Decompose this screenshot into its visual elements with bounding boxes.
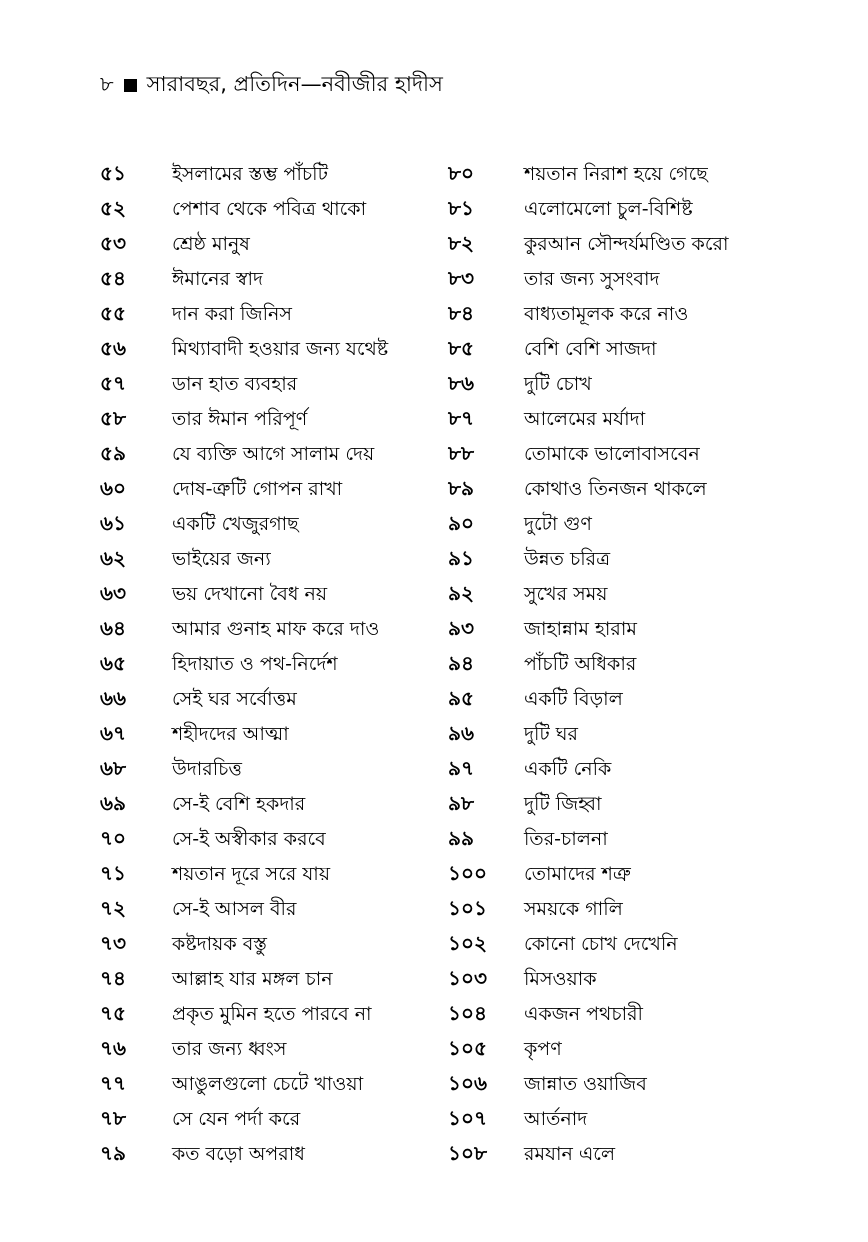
- entry-number: ১০৪: [448, 1001, 487, 1025]
- entry-number: ৯৭: [448, 756, 474, 780]
- entry-title: দোষ-ত্রুটি গোপন রাখা: [172, 477, 343, 500]
- entry-title: সে-ই বেশি হকদার: [172, 792, 306, 815]
- toc-entry: [448, 893, 728, 928]
- toc-entry: [100, 613, 388, 648]
- entry-number: ৫৭: [100, 371, 126, 395]
- entry-number: ৮৯: [448, 476, 474, 500]
- toc-entry: [100, 543, 388, 578]
- entry-number: ৮৪: [448, 301, 474, 325]
- entry-number: ৯৮: [448, 791, 474, 815]
- entry-number: ৯১: [448, 546, 474, 570]
- entry-number: ৫৮: [100, 406, 126, 430]
- toc-entry: [448, 578, 728, 613]
- entry-number: ৯৬: [448, 721, 474, 745]
- entry-number: ৭৪: [100, 966, 126, 990]
- entry-number: ১০৫: [448, 1036, 487, 1060]
- entry-title: আর্তনাদ: [524, 1107, 588, 1130]
- entry-title: জান্নাত ওয়াজিব: [524, 1072, 647, 1095]
- toc-entry: [100, 928, 388, 963]
- toc-entry: [100, 998, 388, 1033]
- entry-number: ৬০: [100, 476, 127, 500]
- toc-left-column: [100, 158, 388, 1173]
- entry-number: ৫৬: [100, 336, 126, 360]
- entry-title: শহীদদের আত্মা: [172, 722, 289, 745]
- toc-entry: [448, 438, 728, 473]
- entry-title: পেশাব থেকে পবিত্র থাকো: [172, 197, 367, 220]
- entry-number: ৯২: [448, 581, 474, 605]
- entry-number: ৭৮: [100, 1106, 126, 1130]
- toc-entry: [100, 368, 388, 403]
- entry-title: বেশি বেশি সাজদা: [524, 337, 657, 360]
- entry-number: ৭১: [100, 861, 126, 885]
- toc-entry: [448, 368, 728, 403]
- entry-number: ৮৫: [448, 336, 474, 360]
- entry-title: সময়কে গালি: [524, 897, 623, 920]
- entry-title: তির-চালনা: [524, 827, 608, 850]
- entry-number: ১০১: [448, 896, 487, 920]
- entry-title: একজন পথচারী: [524, 1002, 643, 1025]
- entry-number: ৬৮: [100, 756, 126, 780]
- entry-number: ৬৩: [100, 581, 127, 605]
- toc-entry: [100, 333, 388, 368]
- entry-number: ৬৫: [100, 651, 126, 675]
- toc-entry: [100, 403, 388, 438]
- entry-title: তার জন্য ধ্বংস: [172, 1037, 287, 1060]
- entry-number: ৮২: [448, 231, 474, 255]
- toc-entry: [448, 718, 728, 753]
- entry-title: দান করা জিনিস: [172, 302, 292, 325]
- toc-entry: [100, 858, 388, 893]
- toc-entry: [448, 263, 728, 298]
- toc-entry: [100, 473, 388, 508]
- toc-entry: [448, 508, 728, 543]
- entry-title: আঙুলগুলো চেটে খাওয়া: [172, 1072, 364, 1095]
- toc-entry: [448, 753, 728, 788]
- entry-title: উন্নত চরিত্র: [524, 547, 611, 570]
- entry-number: ৫৫: [100, 301, 126, 325]
- entry-number: ৮০: [448, 161, 474, 185]
- entry-number: ৭২: [100, 896, 127, 920]
- entry-title: কষ্টদায়ক বস্তু: [172, 932, 267, 955]
- entry-number: ১০৮: [448, 1141, 487, 1165]
- toc-entry: [448, 158, 728, 193]
- toc-entry: [448, 403, 728, 438]
- toc-entry: [448, 298, 728, 333]
- entry-title: তোমাদের শত্রু: [524, 862, 631, 885]
- entry-number: ১০০: [448, 861, 487, 885]
- toc-entry: [448, 998, 728, 1033]
- entry-number: ৯০: [448, 511, 474, 535]
- entry-number: ১০৬: [448, 1071, 487, 1095]
- toc-entry: [100, 298, 388, 333]
- entry-title: কত বড়ো অপরাধ: [172, 1142, 305, 1165]
- entry-title: ঈমানের স্বাদ: [172, 267, 263, 290]
- entry-title: সেই ঘর সর্বোত্তম: [172, 687, 297, 710]
- entry-title: পাঁচটি অধিকার: [524, 652, 637, 675]
- toc-entry: [448, 823, 728, 858]
- entry-number: ৯৯: [448, 826, 474, 850]
- toc-entry: [448, 683, 728, 718]
- entry-title: জাহান্নাম হারাম: [524, 617, 637, 640]
- toc-entry: [100, 438, 388, 473]
- entry-number: ৬৭: [100, 721, 127, 745]
- toc-entry: [448, 1138, 728, 1173]
- entry-number: ৬৬: [100, 686, 127, 710]
- entry-title: একটি বিড়াল: [524, 687, 623, 710]
- entry-number: ৮৭: [448, 406, 474, 430]
- entry-title: যে ব্যক্তি আগে সালাম দেয়: [172, 442, 375, 465]
- entry-title: মিসওয়াক: [524, 967, 597, 990]
- toc-entry: [448, 228, 728, 263]
- entry-title: ইসলামের স্তম্ভ পাঁচটি: [172, 162, 328, 185]
- entry-title: কোথাও তিনজন থাকলে: [524, 477, 707, 500]
- entry-title: শয়তান দূরে সরে যায়: [172, 862, 331, 885]
- toc-entry: [100, 788, 388, 823]
- running-title: সারাবছর, প্রতিদিন—নবীজীর হাদীস: [146, 72, 443, 96]
- entry-number: ১০২: [448, 931, 487, 955]
- toc-entry: [100, 683, 388, 718]
- entry-title: প্রকৃত মুমিন হতে পারবে না: [172, 1002, 372, 1025]
- entry-title: দুটো গুণ: [524, 512, 592, 535]
- entry-title: ভাইয়ের জন্য: [172, 547, 271, 570]
- toc-entry: [448, 333, 728, 368]
- entry-number: ৭৬: [100, 1036, 127, 1060]
- entry-title: তোমাকে ভালোবাসবেন: [524, 442, 700, 465]
- entry-title: সুখের সময়: [524, 582, 608, 605]
- toc-entry: [100, 228, 388, 263]
- entry-title: দুটি চোখ: [524, 372, 592, 395]
- toc-entry: [100, 1103, 388, 1138]
- entry-title: হিদায়াত ও পথ-নির্দেশ: [172, 652, 338, 675]
- toc-entry: [448, 788, 728, 823]
- entry-title: সে-ই আসল বীর: [172, 897, 297, 920]
- toc-entry: [100, 648, 388, 683]
- page-number: ৮: [100, 72, 114, 96]
- toc-entry: [100, 718, 388, 753]
- entry-number: ৮৬: [448, 371, 474, 395]
- toc-entry: [448, 963, 728, 998]
- toc-entry: [448, 1033, 728, 1068]
- toc-entry: [448, 928, 728, 963]
- toc-entry: [100, 823, 388, 858]
- toc-entry: [100, 508, 388, 543]
- toc-entry: [100, 263, 388, 298]
- entry-number: ৯৫: [448, 686, 474, 710]
- toc-entry: [100, 753, 388, 788]
- entry-number: ৭০: [100, 826, 127, 850]
- entry-number: ৫২: [100, 196, 126, 220]
- toc-entry: [448, 1103, 728, 1138]
- entry-number: ৯৪: [448, 651, 474, 675]
- entry-title: কোনো চোখ দেখেনি: [524, 932, 678, 955]
- entry-title: আমার গুনাহ মাফ করে দাও: [172, 617, 380, 640]
- entry-number: ৯৩: [448, 616, 474, 640]
- entry-title: দুটি ঘর: [524, 722, 578, 745]
- entry-number: ৭৯: [100, 1141, 126, 1165]
- toc-entry: [448, 1068, 728, 1103]
- entry-number: ৭৩: [100, 931, 127, 955]
- toc-entry: [448, 543, 728, 578]
- toc-entry: [448, 648, 728, 683]
- entry-number: ৬৯: [100, 791, 126, 815]
- running-header: [100, 68, 443, 103]
- entry-title: মিথ্যাবাদী হওয়ার জন্য যথেষ্ট: [172, 337, 389, 360]
- entry-number: ৬১: [100, 511, 126, 535]
- entry-title: আলেমের মর্যাদা: [524, 407, 646, 430]
- entry-number: ৫৯: [100, 441, 126, 465]
- entry-title: রমযান এলে: [524, 1142, 616, 1165]
- entry-number: ৬২: [100, 546, 127, 570]
- entry-title: উদারচিত্ত: [172, 757, 243, 780]
- entry-number: ৮৮: [448, 441, 474, 465]
- toc-right-column: [448, 158, 728, 1173]
- entry-title: দুটি জিহ্বা: [524, 792, 602, 815]
- entry-title: এলোমেলো চুল-বিশিষ্ট: [524, 197, 693, 220]
- toc-entry: [448, 193, 728, 228]
- entry-title: শয়তান নিরাশ হয়ে গেছে: [524, 162, 708, 185]
- entry-title: কুরআন সৌন্দর্যমণ্ডিত করো: [524, 232, 729, 255]
- entry-title: ভয় দেখানো বৈধ নয়: [172, 582, 328, 605]
- entry-number: ৭৫: [100, 1001, 126, 1025]
- entry-title: কৃপণ: [524, 1037, 562, 1060]
- entry-title: আল্লাহ যার মঙ্গল চান: [172, 967, 333, 990]
- entry-number: ৭৭: [100, 1071, 127, 1095]
- entry-number: ১০৭: [448, 1106, 487, 1130]
- entry-number: ৫৩: [100, 231, 126, 255]
- toc-entry: [448, 613, 728, 648]
- entry-title: সে যেন পর্দা করে: [172, 1107, 301, 1130]
- toc-entry: [448, 858, 728, 893]
- entry-number: ৮১: [448, 196, 474, 220]
- entry-number: ১০৩: [448, 966, 487, 990]
- entry-number: ৫১: [100, 161, 126, 185]
- toc-entry: [100, 1033, 388, 1068]
- toc-entry: [448, 473, 728, 508]
- entry-title: শ্রেষ্ঠ মানুষ: [172, 232, 250, 255]
- entry-title: তার ঈমান পরিপূর্ণ: [172, 407, 308, 430]
- entry-title: তার জন্য সুসংবাদ: [524, 267, 660, 290]
- square-bullet-icon: [124, 79, 137, 92]
- entry-number: ৮৩: [448, 266, 474, 290]
- entry-title: ডান হাত ব্যবহার: [172, 372, 298, 395]
- entry-number: ৬৪: [100, 616, 126, 640]
- entry-number: ৫৪: [100, 266, 126, 290]
- toc-entry: [100, 893, 388, 928]
- toc-entry: [100, 578, 388, 613]
- toc-entry: [100, 193, 388, 228]
- entry-title: একটি নেকি: [524, 757, 612, 780]
- toc-entry: [100, 158, 388, 193]
- toc-entry: [100, 1138, 388, 1173]
- toc-entry: [100, 1068, 388, 1103]
- toc-entry: [100, 963, 388, 998]
- entry-title: সে-ই অস্বীকার করবে: [172, 827, 326, 850]
- entry-title: বাধ্যতামূলক করে নাও: [524, 302, 689, 325]
- entry-title: একটি খেজুরগাছ: [172, 512, 299, 535]
